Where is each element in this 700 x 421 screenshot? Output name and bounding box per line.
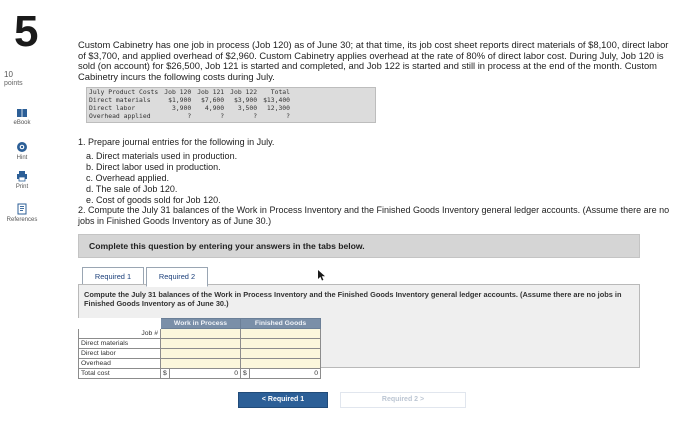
table-cell: $7,600 xyxy=(201,96,225,104)
list-item: e. Cost of goods sold for Job 120. xyxy=(86,195,221,205)
list-item: a. Direct materials used in production. xyxy=(86,151,238,161)
row-label-direct-materials: Direct materials xyxy=(79,339,161,349)
points-value: 10 xyxy=(4,70,13,79)
sidebar-item-hint[interactable] xyxy=(0,141,44,161)
sidebar-item-label: eBook xyxy=(13,120,31,126)
wip-job-input[interactable] xyxy=(161,329,241,339)
wip-overhead-input[interactable] xyxy=(161,359,241,369)
fg-job-input[interactable] xyxy=(241,329,321,339)
sidebar-item-label: Print xyxy=(15,184,29,190)
tab-required-2[interactable]: Required 2 xyxy=(146,267,208,287)
table-row xyxy=(79,369,321,379)
july-costs-table xyxy=(86,87,376,123)
task-1: 1. Prepare journal entries for the following in July. xyxy=(78,137,275,147)
mouse-cursor-icon xyxy=(318,270,326,281)
row-label-direct-labor: Direct labor xyxy=(79,349,161,359)
table-header: Job 121 xyxy=(197,88,225,96)
sidebar-item-ebook[interactable] xyxy=(0,108,44,126)
table-row xyxy=(79,349,321,359)
table-cell: $1,900 xyxy=(168,96,192,104)
row-label-total-cost: Total cost xyxy=(79,369,161,379)
references-icon xyxy=(16,203,28,215)
print-icon xyxy=(16,170,28,182)
list-item: d. The sale of Job 120. xyxy=(86,184,178,194)
wip-direct-materials-input[interactable] xyxy=(161,339,241,349)
instruction-banner xyxy=(78,234,640,258)
table-cell: Overhead applied xyxy=(89,112,151,120)
table-header: Total xyxy=(270,88,291,96)
sidebar-item-print[interactable] xyxy=(0,170,44,190)
table-row xyxy=(87,88,294,96)
table-cell: 3,500 xyxy=(237,104,258,112)
sidebar-item-label: Hint xyxy=(16,155,28,161)
table-row xyxy=(79,319,321,329)
table-cell: Direct materials xyxy=(89,96,151,104)
table-header: Job 120 xyxy=(164,88,192,96)
row-label-job: Job # xyxy=(79,329,161,339)
table-cell: 4,900 xyxy=(204,104,225,112)
balances-grid xyxy=(78,318,321,379)
next-required-button[interactable]: Required 2 > xyxy=(340,392,466,408)
wip-total-currency: $ xyxy=(161,369,170,379)
table-cell: 12,300 xyxy=(266,104,291,112)
fg-overhead-input[interactable] xyxy=(241,359,321,369)
column-header-fg: Finished Goods xyxy=(241,319,321,329)
book-icon xyxy=(16,108,28,118)
question-number: 5 xyxy=(14,7,39,56)
previous-required-button[interactable]: < Required 1 xyxy=(238,392,328,408)
table-row xyxy=(79,359,321,369)
table-row xyxy=(79,339,321,349)
points-label: points xyxy=(4,80,23,87)
table-cell: $3,900 xyxy=(233,96,258,104)
sidebar-item-references[interactable] xyxy=(0,203,44,223)
sidebar-item-label: References xyxy=(6,217,38,223)
fg-direct-materials-input[interactable] xyxy=(241,339,321,349)
table-cell: ? xyxy=(187,112,192,120)
task-2: 2. Compute the July 31 balances of the Work in Process Inventory and the Finished Goods Inventory general ledger accounts. (Assume there are no jobs in Finished Goods Inventory as of June 30.) xyxy=(78,205,670,226)
list-item: c. Overhead applied. xyxy=(86,173,170,183)
table-cell: 3,900 xyxy=(171,104,192,112)
list-item: b. Direct labor used in production. xyxy=(86,162,221,172)
blank-header xyxy=(79,319,161,329)
banner-text: Complete this question by entering your answers in the tabs below. xyxy=(89,241,365,251)
table-cell: ? xyxy=(253,112,258,120)
wip-direct-labor-input[interactable] xyxy=(161,349,241,359)
table-header: July Product Costs xyxy=(89,88,159,96)
table-row xyxy=(79,329,321,339)
table-row xyxy=(87,112,294,120)
table-header: Job 122 xyxy=(230,88,258,96)
table-cell: ? xyxy=(220,112,225,120)
problem-text: Custom Cabinetry has one job in process (Job 120) as of June 30; at that time, its job cost sheet reports direct materials of $8,100, direct labor of $3,700, and applied overhead of $2,960. Custom Cabinetry applies overhead at the rate of 80% of direct labor cost. During July, Job 120 is sold (on account) for $26,500, Job 121 is started and completed, and Job 122 is started and still in process at the end of the month. Custom Cabinetry incurs the following costs during July. xyxy=(78,39,669,82)
fg-direct-labor-input[interactable] xyxy=(241,349,321,359)
fg-total-currency: $ xyxy=(241,369,250,379)
tab-required-1[interactable]: Required 1 xyxy=(82,267,144,287)
hint-icon xyxy=(16,141,28,153)
wip-total-value: 0 xyxy=(170,369,241,379)
fg-total-value: 0 xyxy=(250,369,321,379)
table-cell: ? xyxy=(286,112,291,120)
table-cell: $13,400 xyxy=(263,96,291,104)
task-list xyxy=(78,137,274,206)
table-cell: Direct labor xyxy=(89,104,136,112)
table-row xyxy=(87,96,294,104)
column-header-wip: Work in Process xyxy=(161,319,241,329)
table-row xyxy=(87,104,294,112)
row-label-overhead: Overhead xyxy=(79,359,161,369)
panel-instruction: Compute the July 31 balances of the Work in Process Inventory and the Finished Goods Inventory general ledger accounts. (Assume there are no jobs in Finished Goods Inventory as of June 30.) xyxy=(84,290,622,308)
